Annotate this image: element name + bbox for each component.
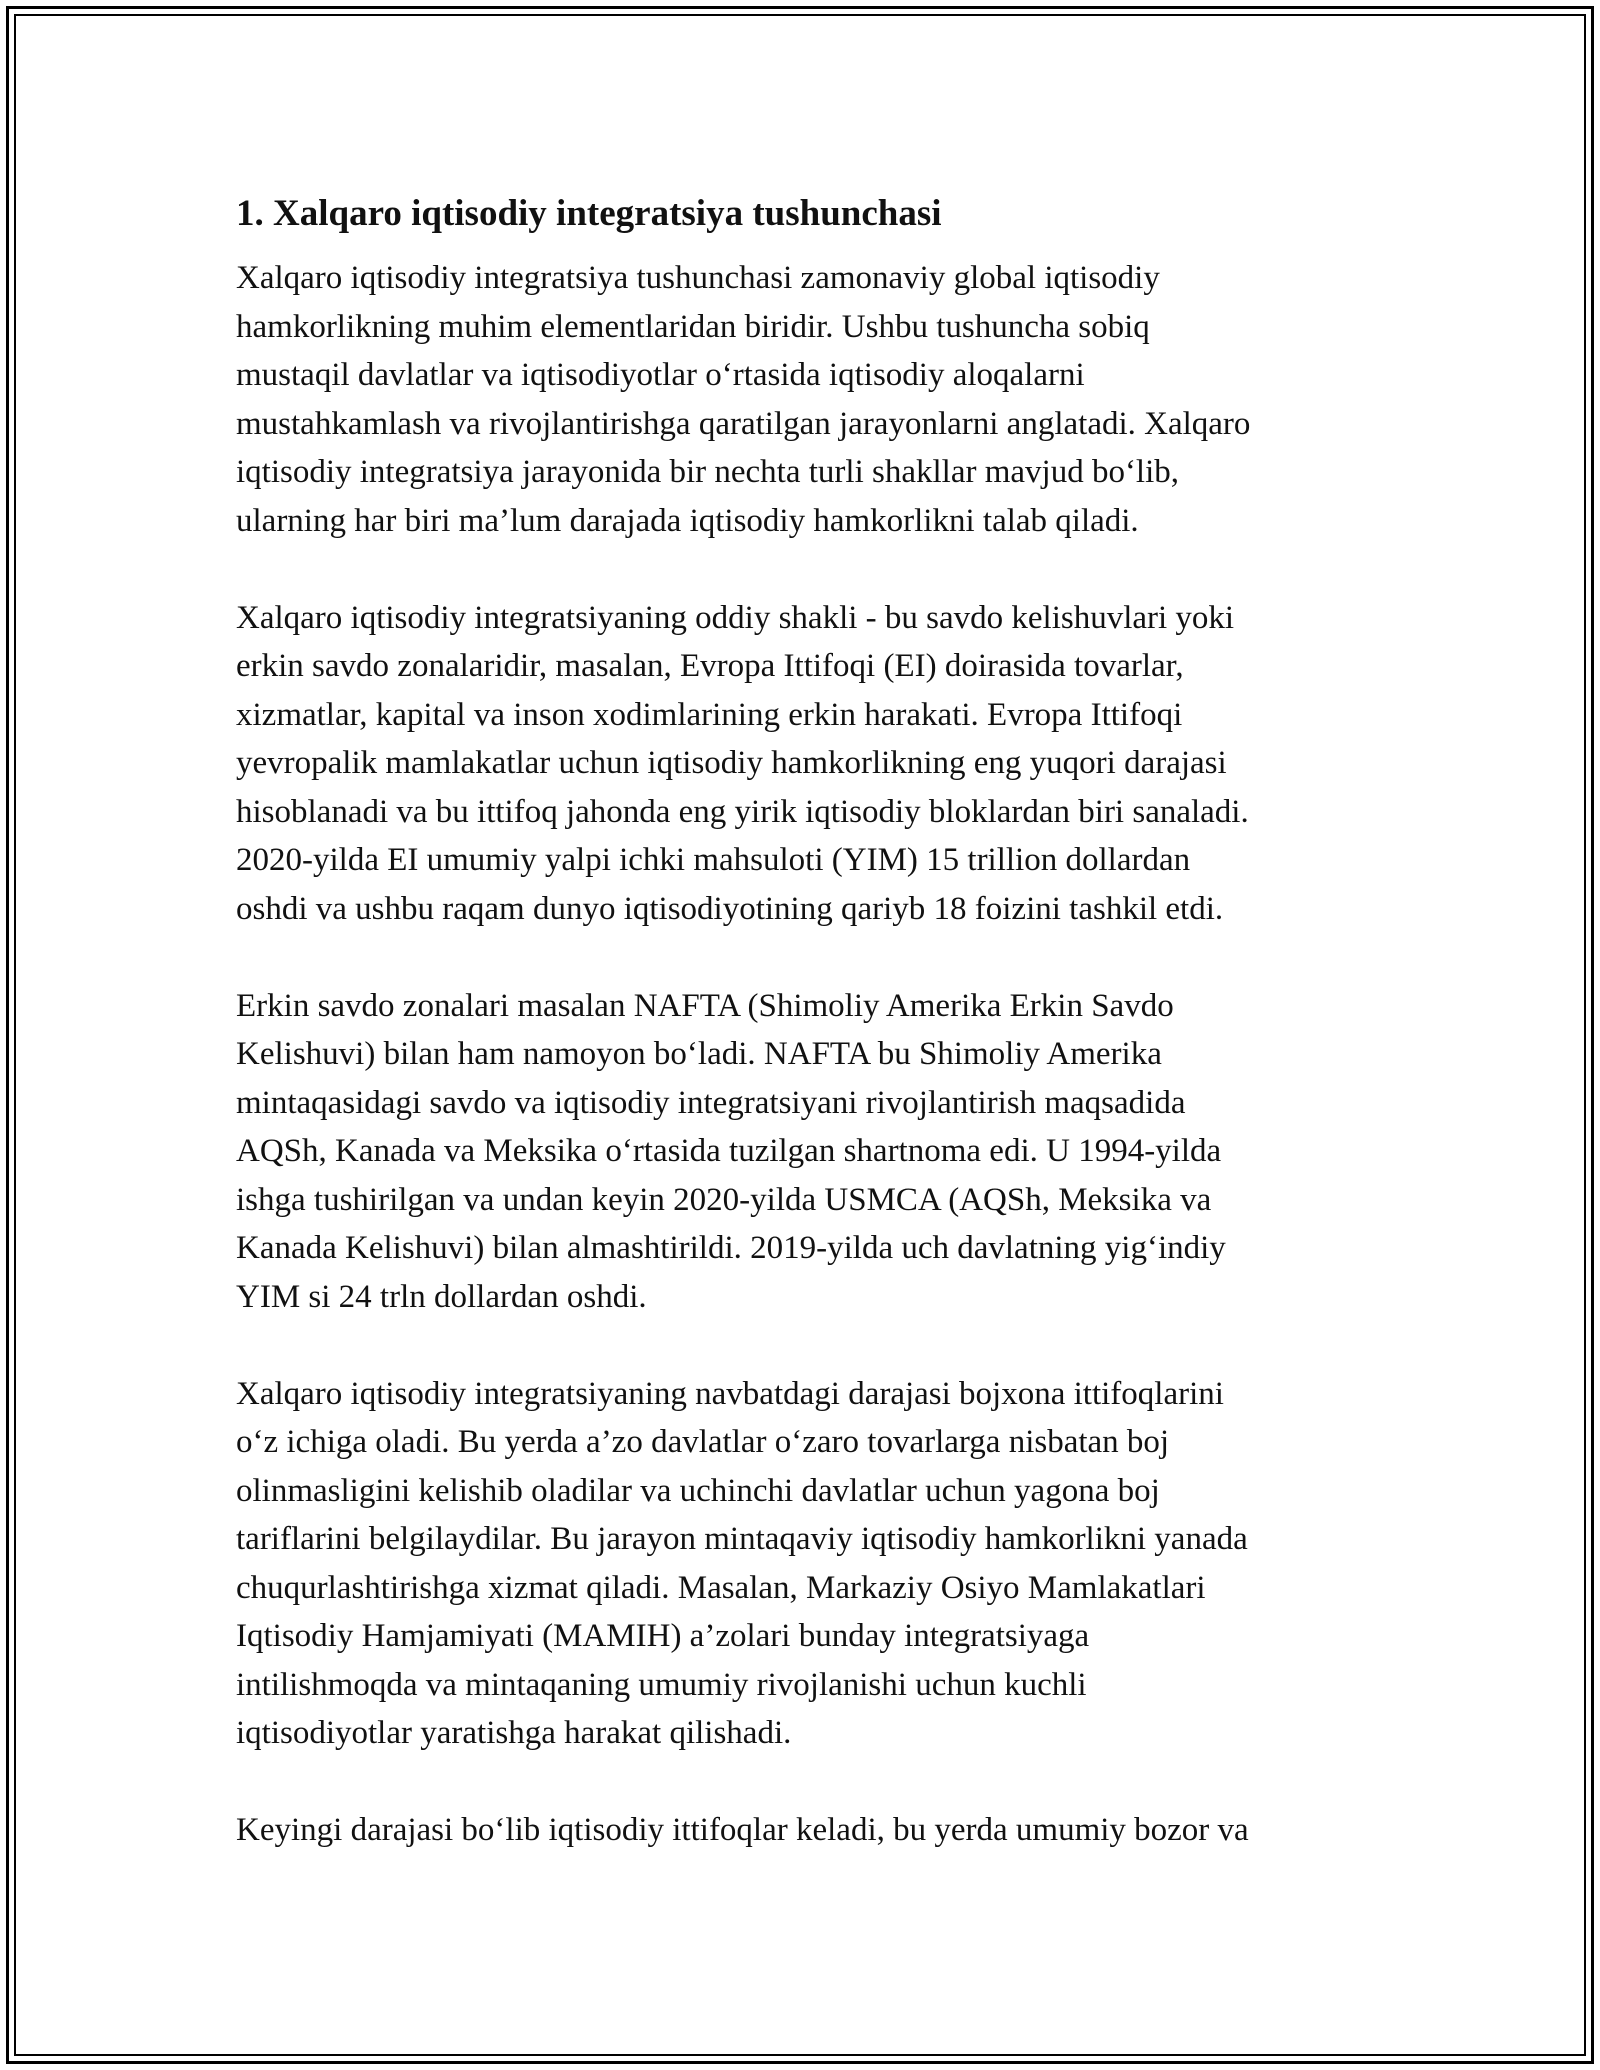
text-line: oshdi va ushbu raqam dunyo iqtisodiyotining qariyb 18 foizini tashkil etdi. (236, 890, 1224, 927)
text-line: mintaqasidagi savdo va iqtisodiy integratsiyani rivojlantirish maqsadida (236, 1084, 1186, 1121)
paragraph-spacer (236, 1321, 1376, 1370)
text-line: Xalqaro iqtisodiy integratsiyaning oddiy shakli - bu savdo kelishuvlari yoki (236, 599, 1235, 636)
section-heading: 1. Xalqaro iqtisodiy integratsiya tushunchasi (236, 193, 942, 234)
paragraph-2 (236, 594, 1376, 934)
text-line: iqtisodiyotlar yaratishga harakat qilishadi. (236, 1715, 792, 1751)
text-line: xizmatlar, kapital va inson xodimlarining erkin harakati. Evropa Ittifoqi (236, 696, 1183, 733)
text-line: olinmasligini kelishib oladilar va uchinchi davlatlar uchun yagona boj (236, 1472, 1160, 1509)
paragraph-spacer (236, 933, 1376, 982)
text-line: Xalqaro iqtisodiy integratsiya tushunchasi zamonaviy global iqtisodiy (236, 260, 1160, 296)
text-line: mustahkamlash va rivojlantirishga qaratilgan jarayonlarni anglatadi. Xalqaro (236, 405, 1251, 442)
text-line: ishga tushirilgan va undan keyin 2020-yilda USMCA (AQSh, Meksika va (236, 1181, 1212, 1218)
paragraph-5 (236, 1806, 1376, 1855)
text-line: hamkorlikning muhim elementlaridan biridir. Ushbu tushuncha sobiq (236, 308, 1150, 345)
text-line: o‘z ichiga oladi. Bu yerda a’zo davlatlar o‘zaro tovarlarga nisbatan boj (236, 1424, 1170, 1460)
document-body (236, 186, 1376, 1855)
text-line: Iqtisodiy Hamjamiyati (MAMIH) a’zolari bunday integratsiyaga (236, 1618, 1090, 1654)
text-line: iqtisodiy integratsiya jarayonida bir nechta turli shakllar mavjud bo‘lib, (236, 454, 1180, 490)
text-line: Xalqaro iqtisodiy integratsiyaning navbatdagi darajasi bojxona ittifoqlarini (236, 1375, 1224, 1412)
text-line: YIM si 24 trln dollardan oshdi. (236, 1278, 647, 1315)
text-line: 2020-yilda EI umumiy yalpi ichki mahsuloti (YIM) 15 trillion dollardan (236, 842, 1191, 878)
text-line: mustaqil davlatlar va iqtisodiyotlar o‘rtasida iqtisodiy aloqalarni (236, 357, 1085, 393)
text-line: ularning har biri ma’lum darajada iqtisodiy hamkorlikni talab qiladi. (236, 502, 1139, 539)
text-line: yevropalik mamlakatlar uchun iqtisodiy hamkorlikning eng yuqori darajasi (236, 745, 1227, 781)
paragraph-spacer (236, 1758, 1376, 1807)
text-line: chuqurlashtirishga xizmat qiladi. Masalan, Markaziy Osiyo Mamlakatlari (236, 1569, 1206, 1606)
text-line: Keyingi darajasi bo‘lib iqtisodiy ittifoqlar keladi, bu yerda umumiy bozor va (236, 1812, 1249, 1848)
text-line: intilishmoqda va mintaqaning umumiy rivojlanishi uchun kuchli (236, 1666, 1087, 1703)
text-line: hisoblanadi va bu ittifoq jahonda eng yirik iqtisodiy bloklardan biri sanaladi. (236, 793, 1249, 830)
text-line: Erkin savdo zonalari masalan NAFTA (Shimoliy Amerika Erkin Savdo (236, 987, 1174, 1024)
paragraph-3 (236, 982, 1376, 1322)
text-line: Kelishuvi) bilan ham namoyon bo‘ladi. NAFTA bu Shimoliy Amerika (236, 1036, 1162, 1072)
paragraph-1 (236, 254, 1376, 545)
text-line: tariflarini belgilaydilar. Bu jarayon mintaqaviy iqtisodiy hamkorlikni yanada (236, 1521, 1248, 1557)
text-line: Kanada Kelishuvi) bilan almashtirildi. 2019-yilda uch davlatning yig‘indiy (236, 1230, 1226, 1266)
text-line: erkin savdo zonalaridir, masalan, Evropa Ittifoqi (EI) doirasida tovarlar, (236, 648, 1184, 684)
text-line: AQSh, Kanada va Meksika o‘rtasida tuzilgan shartnoma edi. U 1994-yilda (236, 1133, 1222, 1169)
paragraph-spacer (236, 545, 1376, 594)
paragraph-4 (236, 1370, 1376, 1758)
